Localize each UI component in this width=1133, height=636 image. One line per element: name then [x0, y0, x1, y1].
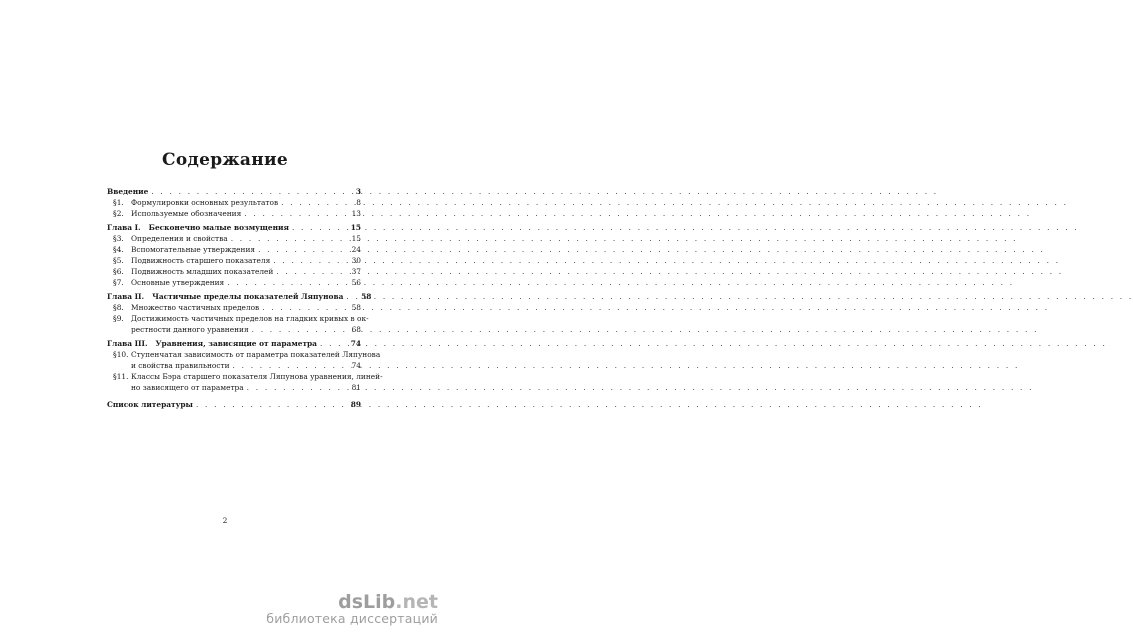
toc-entry-chapter-1[interactable] — [107, 222, 361, 233]
toc-entry-label: рестности данного уравнения — [131, 325, 249, 334]
page-title: Содержание — [162, 150, 288, 170]
toc-entry-page: 3 — [355, 187, 361, 196]
watermark-logo-accent: .net — [395, 591, 438, 613]
section-number: §6. — [113, 267, 124, 276]
toc-entry-section[interactable] — [107, 313, 369, 324]
toc-entry-label: Введение — [107, 187, 149, 196]
table-of-contents — [107, 186, 383, 410]
toc-entry-page: 74 — [350, 339, 361, 348]
toc-entry-section[interactable] — [107, 255, 361, 266]
section-number: §9. — [113, 314, 124, 323]
toc-entry-page: 89 — [350, 400, 361, 409]
toc-entry-label: Частичные пределы показателей Ляпунова — [152, 292, 344, 301]
leader-dots — [252, 324, 346, 335]
chapter-number: Глава III. — [107, 339, 148, 348]
toc-entry-page: 58 — [351, 303, 361, 312]
leader-dots — [281, 197, 346, 208]
toc-entry-page: 81 — [351, 383, 361, 392]
leader-dots — [346, 291, 356, 302]
toc-entry-continuation — [107, 324, 361, 335]
leader-dots — [258, 244, 346, 255]
toc-entry-label: Уравнения, зависящие от параметра — [155, 339, 317, 348]
toc-entry-label: Формулировки основных результатов — [131, 198, 279, 207]
watermark-logo-main: dsLib — [338, 591, 396, 613]
chapter-number: Глава I. — [107, 223, 141, 232]
toc-entry-page: 58 — [361, 292, 372, 301]
toc-entry-page: 15 — [351, 234, 361, 243]
toc-entry-chapter-2[interactable] — [107, 291, 372, 302]
document-page — [0, 0, 450, 636]
toc-entry-page: 56 — [351, 278, 361, 287]
leader-dots — [247, 382, 346, 393]
toc-entry-page: 37 — [351, 267, 361, 276]
toc-entry-label: Подвижность старшего показателя — [131, 256, 271, 265]
toc-entry-label: Используемые обозначения — [131, 209, 242, 218]
toc-entry-section[interactable] — [107, 266, 361, 277]
toc-entry-label: Классы Бэра старшего показателя Ляпунова уравнения, линей- — [131, 372, 383, 381]
section-number: §2. — [113, 209, 124, 218]
section-number: §8. — [113, 303, 124, 312]
toc-entry-page: 30 — [351, 256, 361, 265]
leader-dots — [227, 277, 346, 288]
leader-dots — [244, 208, 346, 219]
toc-entry-label: Достижимость частичных пределов на гладких кривых в ок- — [131, 314, 369, 323]
toc-entry-section[interactable] — [107, 197, 361, 208]
page-number: 2 — [222, 516, 228, 525]
leader-dots — [292, 222, 346, 233]
toc-entry-continuation — [107, 382, 361, 393]
section-number: §7. — [113, 278, 124, 287]
toc-entry-label: и свойства правильности — [131, 361, 230, 370]
toc-entry-label: Множество частичных пределов — [131, 303, 260, 312]
watermark-subtitle: библиотека диссертаций — [266, 611, 438, 626]
toc-entry-label: Вспомогательные утверждения — [131, 245, 256, 254]
toc-entry-chapter-3[interactable] — [107, 338, 361, 349]
toc-entry-label: Бесконечно малые возмущения — [148, 223, 289, 232]
leader-dots — [231, 233, 346, 244]
toc-entry-section[interactable] — [107, 371, 383, 382]
leader-dots — [273, 255, 346, 266]
toc-entry-section[interactable] — [107, 244, 361, 255]
toc-entry-label: Список литературы — [107, 400, 193, 409]
toc-entry-page: 24 — [351, 245, 361, 254]
toc-entry-section[interactable] — [107, 233, 361, 244]
toc-entry-section[interactable] — [107, 208, 361, 219]
toc-entry-label: Подвижность младших показателей — [131, 267, 274, 276]
watermark — [266, 592, 438, 626]
toc-entry-bibliography[interactable] — [107, 399, 361, 410]
toc-entry-page: 13 — [351, 209, 361, 218]
leader-dots — [233, 360, 347, 371]
toc-entry-page: 15 — [350, 223, 361, 232]
toc-entry-label: Ступенчатая зависимость от параметра показателей Ляпунова — [131, 350, 381, 359]
section-number: §5. — [113, 256, 124, 265]
toc-entry-section[interactable] — [107, 349, 381, 360]
section-number: §1. — [113, 198, 124, 207]
section-number: §11. — [113, 372, 129, 381]
watermark-logo — [266, 592, 438, 612]
toc-entry-page: 68 — [351, 325, 361, 334]
toc-entry-label: Определения и свойства — [131, 234, 228, 243]
toc-entry-section[interactable] — [107, 302, 361, 313]
section-number: §4. — [113, 245, 124, 254]
section-number: §3. — [113, 234, 124, 243]
toc-entry-page: 8 — [356, 198, 361, 207]
toc-entry-continuation — [107, 360, 361, 371]
leader-dots — [276, 266, 346, 277]
leader-dots — [262, 302, 346, 313]
toc-entry-label: Основные утверждения — [131, 278, 225, 287]
chapter-number: Глава II. — [107, 292, 145, 301]
toc-entry-page: 74 — [351, 361, 361, 370]
leader-dots — [196, 399, 346, 410]
section-number: §10. — [113, 350, 129, 359]
toc-entry-intro[interactable] — [107, 186, 361, 197]
leader-dots — [151, 186, 346, 197]
leader-dots — [320, 338, 346, 349]
toc-entry-section[interactable] — [107, 277, 361, 288]
toc-entry-label: но зависящего от параметра — [131, 383, 244, 392]
